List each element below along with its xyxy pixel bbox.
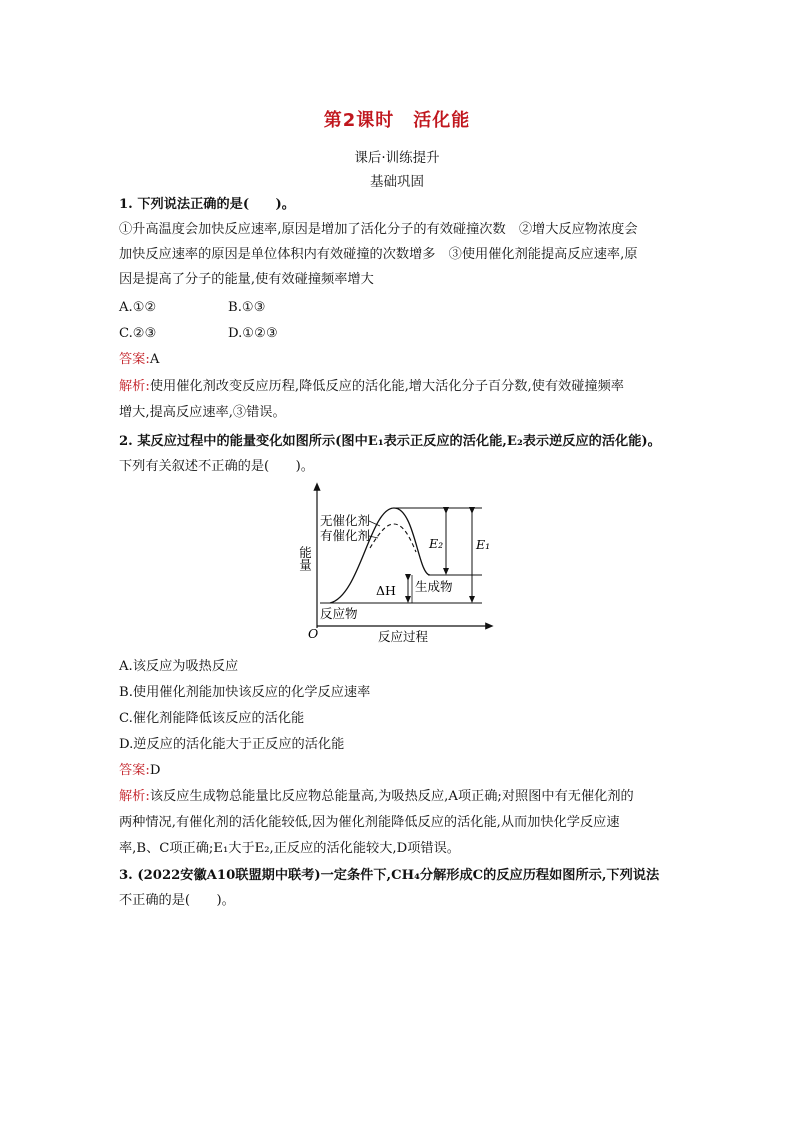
label-y-axis: 能量 bbox=[297, 546, 313, 571]
analysis-label: 解析: bbox=[119, 379, 150, 394]
q2-option-c: C.催化剂能降低该反应的活化能 bbox=[119, 711, 305, 726]
q2-answer bbox=[119, 761, 160, 781]
section-heading: 基础巩固 bbox=[370, 174, 424, 190]
q1-stem: 1. 下列说法正确的是( )。 bbox=[119, 197, 295, 212]
q1-option-c: C.②③ bbox=[119, 326, 157, 341]
energy-diagram bbox=[290, 478, 510, 648]
q2-analysis-line1 bbox=[119, 787, 634, 807]
q1-analysis-line1 bbox=[119, 377, 624, 397]
q1-option-b: B.①③ bbox=[228, 300, 266, 315]
q1-analysis-line2: 增大,提高反应速率,③错误。 bbox=[119, 405, 286, 420]
q2-stem-line2: 下列有关叙述不正确的是( )。 bbox=[119, 459, 314, 474]
answer-value: A bbox=[149, 352, 160, 367]
q2-analysis-line2: 两种情况,有催化剂的活化能较低,因为催化剂能降低反应的活化能,从而加快化学反应速 bbox=[119, 815, 620, 830]
analysis-text: 该反应生成物总能量比反应物总能量高,为吸热反应,A项正确;对照图中有无催化剂的 bbox=[149, 789, 634, 804]
q1-line2: 加快反应速率的原因是单位体积内有效碰撞的次数增多 ③使用催化剂能提高反应速率,原 bbox=[119, 247, 638, 262]
answer-label: 答案: bbox=[119, 352, 150, 367]
q1-option-a: A.①② bbox=[119, 300, 157, 315]
q1-option-d: D.①②③ bbox=[228, 326, 278, 341]
label-e1: E₁ bbox=[476, 537, 491, 552]
q1-answer bbox=[119, 350, 159, 370]
q2-analysis-line3: 率,B、C项正确;E₁大于E₂,正反应的活化能较大,D项错误。 bbox=[119, 841, 460, 856]
section-subtitle: 课后·训练提升 bbox=[354, 150, 440, 166]
label-origin: O bbox=[308, 626, 319, 641]
q2-option-d: D.逆反应的活化能大于正反应的活化能 bbox=[119, 737, 345, 752]
label-e2: E₂ bbox=[429, 536, 444, 551]
label-delta-h: ΔH bbox=[376, 583, 396, 598]
label-x-axis: 反应过程 bbox=[378, 629, 429, 644]
q1-line1: ①升高温度会加快反应速率,原因是增加了活化分子的有效碰撞次数 ②增大反应物浓度会 bbox=[119, 222, 638, 237]
q3-stem-line2: 不正确的是( )。 bbox=[119, 893, 235, 908]
q1-line3: 因是提高了分子的能量,使有效碰撞频率增大 bbox=[119, 272, 374, 287]
page-title: 第2课时 活化能 bbox=[323, 110, 471, 131]
q2-option-a: A.该反应为吸热反应 bbox=[119, 659, 239, 674]
answer-label: 答案: bbox=[119, 763, 150, 778]
analysis-text: 使用催化剂改变反应历程,降低反应的活化能,增大活化分子百分数,使有效碰撞频率 bbox=[149, 379, 624, 394]
label-product: 生成物 bbox=[415, 579, 453, 594]
q3-stem-line1: 3. (2022安徽A10联盟期中联考)一定条件下,CH₄分解形成C的反应历程如图所示,下列说法 bbox=[119, 868, 660, 883]
answer-value: D bbox=[149, 763, 161, 778]
analysis-label: 解析: bbox=[119, 789, 150, 804]
q2-option-b: B.使用催化剂能加快该反应的化学反应速率 bbox=[119, 685, 371, 700]
label-catalyst: 有催化剂 bbox=[320, 528, 371, 543]
label-reactant: 反应物 bbox=[320, 606, 358, 621]
q2-stem-line1: 2. 某反应过程中的能量变化如图所示(图中E₁表示正反应的活化能,E₂表示逆反应的活化能)。 bbox=[119, 434, 661, 449]
label-no-catalyst: 无催化剂 bbox=[320, 513, 371, 528]
